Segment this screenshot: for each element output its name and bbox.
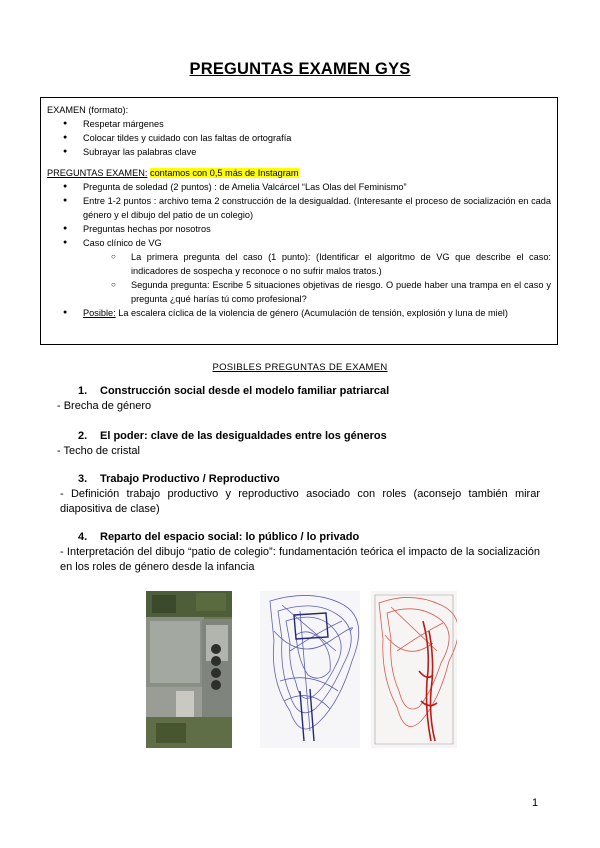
caso-subitem: ○ La primera pregunta del caso (1 punto): (Identificar el algoritmo de VG que describe el caso: indicadores de sospecha y reconoce o no sufrir malos tratos.): [111, 250, 551, 278]
section-title: Trabajo Productivo / Reproductivo: [100, 473, 280, 485]
section-2: [57, 429, 540, 459]
posible-item: [63, 306, 551, 320]
section-text: - Interpretación del dibujo “patio de colegio”: fundamentación teórica el impacto de la socialización en los roles de género desde la infancia: [60, 546, 540, 573]
posible-text: La escalera cíclica de la violencia de género (Acumulación de tensión, explosión y luna de miel): [115, 308, 508, 318]
exam-format-box: [40, 97, 558, 345]
page-number: 1: [532, 797, 539, 809]
pregunta-item: ● Entre 1-2 puntos : archivo tema 2 construcción de la desigualdad. (Interesante el proceso de socialización en cada género y el dibujo del patio de un colegio): [63, 194, 551, 222]
section-text: - Techo de cristal: [57, 445, 140, 457]
formato-item: ● Colocar tildes y cuidado con las faltas de ortografía: [63, 131, 551, 145]
caso-clinico-sublist: [83, 250, 551, 306]
preguntas-heading: PREGUNTAS EXAMEN:: [47, 168, 148, 178]
preguntas-heading-line: [47, 166, 551, 180]
document-title: PREGUNTAS EXAMEN GYS: [189, 60, 411, 78]
preguntas-list: [47, 180, 551, 320]
formato-item: ● Subrayar las palabras clave: [63, 145, 551, 159]
section-1: [57, 384, 540, 414]
possible-questions-subtitle: POSIBLES PREGUNTAS DE EXAMEN: [212, 362, 388, 373]
formato-item: ● Respetar márgenes: [63, 117, 551, 131]
section-number: 3.: [78, 473, 88, 485]
section-heading: [60, 530, 540, 545]
section-number: 2.: [78, 430, 88, 442]
section-title: Construcción social desde el modelo familiar patriarcal: [100, 385, 390, 397]
formato-heading: EXAMEN (formato):: [47, 105, 129, 115]
section-4: [60, 530, 540, 575]
section-3: [60, 472, 540, 517]
schoolyard-aerial-photo: [146, 591, 232, 748]
pregunta-item: ● Preguntas hechas por nosotros: [63, 222, 551, 236]
section-heading: [60, 472, 540, 487]
schoolyard-red-drawing: [371, 591, 457, 748]
section-text: - Definición trabajo productivo y reproductivo asociado con roles (aconsejo también mirar diapositiva de clase): [60, 488, 540, 515]
pregunta-item: ● Pregunta de soledad (2 puntos) : de Amelia Valcárcel “Las Olas del Feminismo”: [63, 180, 551, 194]
posible-label: Posible:: [83, 308, 116, 318]
section-title: Reparto del espacio social: lo público / lo privado: [100, 531, 360, 543]
formato-list: [47, 117, 551, 159]
section-number: 1.: [78, 385, 88, 397]
section-heading: [60, 384, 540, 399]
pregunta-item-caso-clinico: [63, 236, 551, 306]
caso-subitem: ○ Segunda pregunta: Escribe 5 situaciones objetivas de riesgo. O puede haber una trampa en el caso y pregunta ¿qué harías tú como profesional?: [111, 278, 551, 306]
section-text: - Brecha de género: [57, 400, 152, 412]
section-title: El poder: clave de las desigualdades entre los géneros: [100, 430, 387, 442]
section-heading: [60, 429, 540, 444]
section-number: 4.: [78, 531, 88, 543]
caso-clinico-label: Caso clínico de VG: [83, 238, 162, 248]
schoolyard-blue-drawing: [260, 591, 360, 748]
instagram-highlight: contamos con 0,5 más de Instagram: [149, 168, 299, 178]
